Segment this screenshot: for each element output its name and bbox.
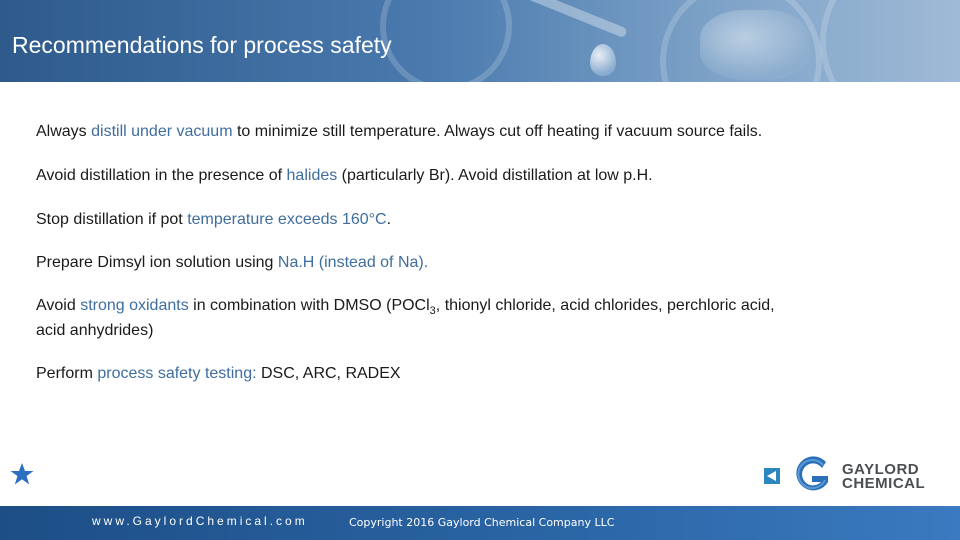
logo-text-line2: CHEMICAL: [842, 475, 926, 492]
copyright-text: Copyright 2016 Gaylord Chemical Company LLC: [349, 516, 615, 529]
decorative-ring: [820, 0, 960, 82]
decorative-pipette: [522, 0, 628, 38]
highlight-text: distill under vacuum: [91, 123, 233, 140]
star-icon[interactable]: [10, 462, 34, 486]
highlight-text: Na.H (instead of Na).: [277, 254, 429, 271]
back-arrow-icon: [766, 470, 778, 482]
back-button[interactable]: [764, 468, 780, 484]
page-title: Recommendations for process safety: [12, 32, 392, 58]
highlight-text: temperature exceeds 160°C: [187, 211, 387, 228]
website-link[interactable]: www.GaylordChemical.com: [92, 514, 308, 528]
highlight-text: halides: [286, 167, 338, 184]
decorative-glass: [700, 10, 810, 80]
recommendation-item: Stop distillation if pot temperature exceeds 160°C.: [36, 211, 392, 228]
recommendation-item: Always distill under vacuum to minimize still temperature. Always cut off heating if vacuum source fails.: [36, 123, 763, 140]
highlight-text: process safety testing:: [97, 365, 257, 383]
gaylord-chemical-logo: [792, 456, 948, 496]
footer-bar: [0, 506, 960, 540]
highlight-text: strong oxidants: [80, 297, 189, 314]
decorative-ring: [380, 0, 512, 82]
recommendations-list: [36, 122, 836, 384]
header-banner: [0, 0, 960, 82]
recommendation-item: Prepare Dimsyl ion solution using Na.H (instead of Na).: [36, 254, 429, 271]
logo-text-line1: GAYLORD: [842, 461, 920, 478]
recommendation-item: Perform process safety testing: DSC, ARC, RADEX: [36, 365, 401, 383]
recommendation-item: Avoid strong oxidants in combination with DMSO (POCl$_3$, thionyl chloride, acid chlorides, perchloric acid, acid anhydrides): [36, 297, 775, 340]
decorative-droplet: [590, 44, 616, 76]
recommendation-item: Avoid distillation in the presence of halides (particularly Br). Avoid distillation at low p.H.: [36, 167, 653, 184]
gaylord-g-logo-icon: [792, 456, 832, 496]
